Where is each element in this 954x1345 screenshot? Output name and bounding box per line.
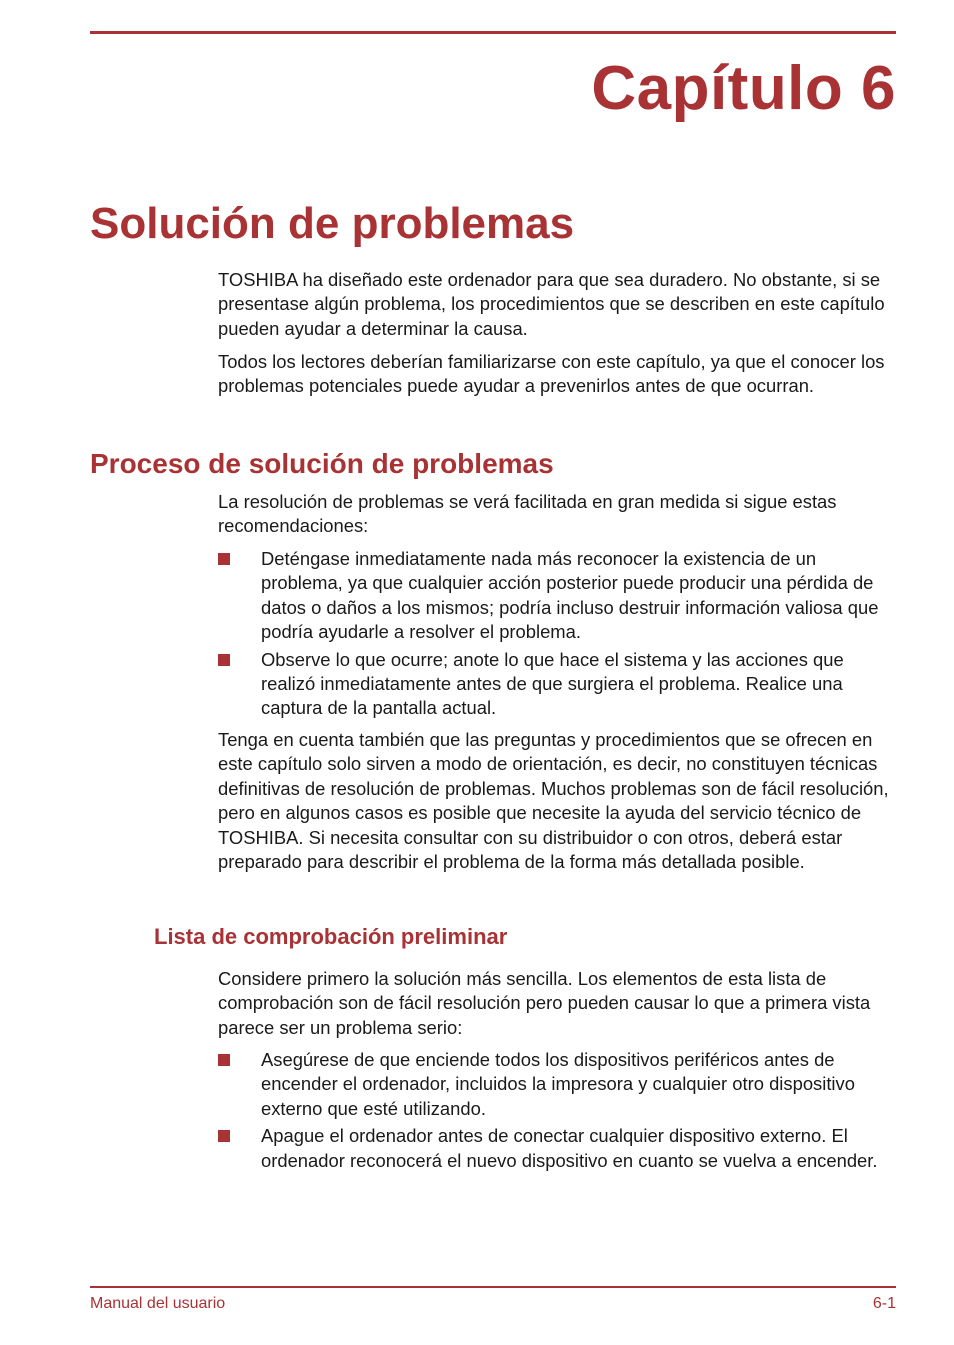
- chapter-title: Capítulo 6: [591, 54, 896, 123]
- process-bullet-list: [218, 547, 898, 724]
- square-bullet-icon: [218, 1054, 230, 1066]
- square-bullet-icon: [218, 553, 230, 565]
- footer-manual-title: Manual del usuario: [90, 1295, 226, 1312]
- header-rule: [90, 31, 896, 34]
- process-lead-paragraph: La resolución de problemas se verá facilitada en gran medida si sigue estas recomendaciones:: [218, 491, 837, 537]
- checklist-lead-paragraph: Considere primero la solución más sencilla. Los elementos de esta lista de comprobación son de fácil resolución pero pueden causar lo que a primera vista parece ser un problema serio:: [218, 968, 871, 1038]
- list-item: [218, 1048, 898, 1121]
- list-item-text: Observe lo que ocurre; anote lo que hace el sistema y las acciones que realizó inmediatamente antes de que surgiera el problema. Realice una captura de la pantalla actual.: [261, 648, 844, 719]
- list-item: [218, 547, 898, 645]
- process-note-paragraph: Tenga en cuenta también que las preguntas y procedimientos que se ofrecen en este capítulo solo sirven a modo de orientación, es decir, no constituyen técnicas definitivas de resolución de problemas. Muchos problemas son de fácil resolución, pero en algunos casos es posible que necesite la ayuda del servicio técnico de TOSHIBA. Si necesita consultar con su distribuidor o con otros, deberá estar preparado para describir el problema de la forma más detallada posible.: [218, 729, 889, 873]
- section-title: Solución de problemas: [90, 199, 575, 248]
- list-item-text: Deténgase inmediatamente nada más reconocer la existencia de un problema, ya que cualquier acción posterior puede producir una pérdida de datos o daños a los mismos; podría incluso destruir información valiosa que podría ayudarle a resolver el problema.: [261, 548, 879, 643]
- list-item-text: Apague el ordenador antes de conectar cualquier dispositivo externo. El ordenador reconocerá el nuevo dispositivo en cuanto se vuelva a encender.: [261, 1125, 878, 1171]
- process-heading: Proceso de solución de problemas: [90, 448, 554, 479]
- list-item: [218, 648, 898, 721]
- square-bullet-icon: [218, 1130, 230, 1142]
- checklist-heading: Lista de comprobación preliminar: [154, 924, 508, 949]
- list-item-text: Asegúrese de que enciende todos los dispositivos periféricos antes de encender el ordenador, incluidos la impresora y cualquier otro dispositivo externo que esté utilizando.: [261, 1049, 855, 1119]
- square-bullet-icon: [218, 654, 230, 666]
- page-number: 6-1: [872, 1295, 896, 1312]
- intro-paragraph-2: Todos los lectores deberían familiarizarse con este capítulo, ya que el conocer los problemas potenciales puede ayudar a prevenirlos antes de que ocurran.: [218, 351, 885, 397]
- footer-rule: [90, 1286, 896, 1288]
- intro-paragraph-1: TOSHIBA ha diseñado este ordenador para que sea duradero. No obstante, si se presentase algún problema, los procedimientos que se describen en este capítulo pueden ayudar a determinar la causa.: [218, 269, 885, 339]
- checklist-bullet-list: [218, 1048, 898, 1176]
- list-item: [218, 1124, 898, 1173]
